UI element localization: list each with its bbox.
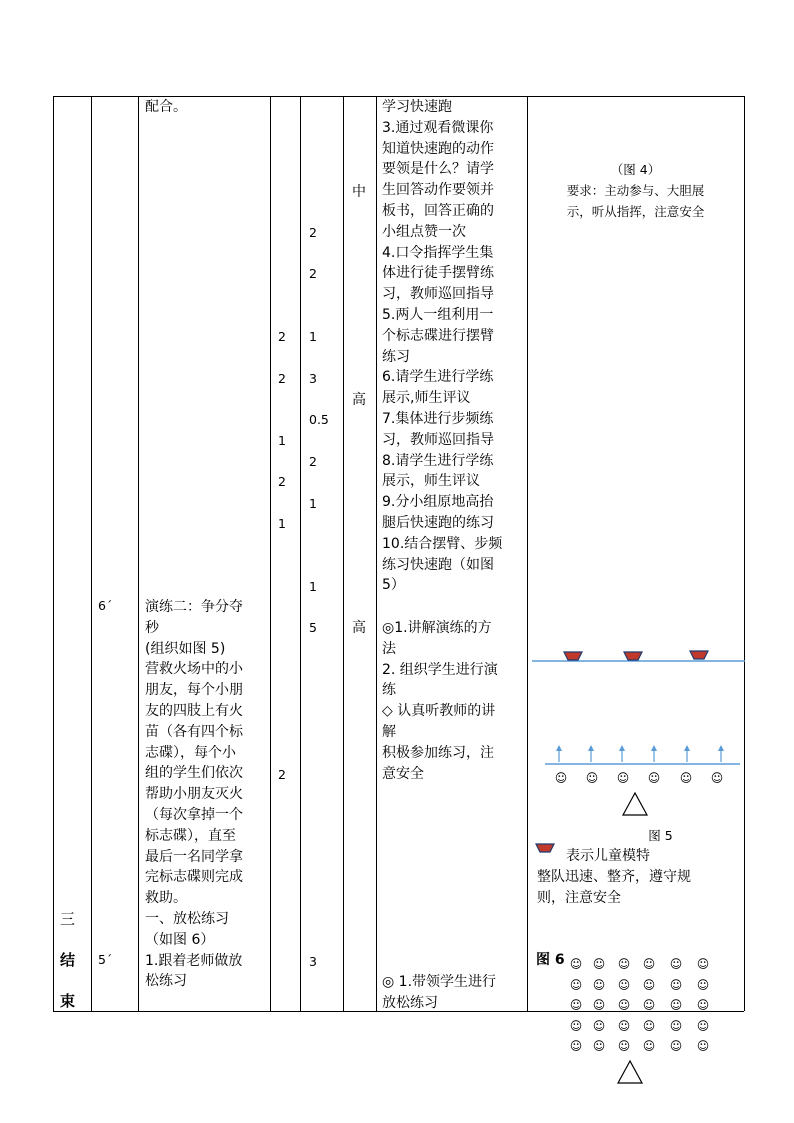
time-cooldown: 5´ — [98, 952, 113, 967]
method-line: 学习快速跑 — [382, 99, 452, 115]
content-line: 友的四肢上有火 — [145, 703, 243, 719]
duration-value: 1 — [309, 496, 317, 511]
child-face-icon: ☺ — [642, 978, 656, 992]
method-line: 习，教师巡回指导 — [382, 286, 494, 303]
child-face-icon: ☺ — [617, 978, 631, 992]
content-line: (组织如图 5) — [145, 640, 226, 657]
child-face-icon: ☺ — [569, 978, 583, 992]
child-face-icon: ☺ — [554, 771, 568, 785]
method-line: 知道快速跑的动作 — [382, 140, 494, 157]
duration-value: 5 — [309, 620, 317, 635]
child-face-icon: ☺ — [569, 1019, 583, 1033]
run-arrow-icon — [619, 745, 625, 751]
method-line: 2. 组织学生进行演 — [382, 661, 498, 678]
content-line: 组的学生们依次 — [145, 765, 243, 782]
method-line: 法 — [382, 640, 396, 657]
child-face-icon: ☺ — [696, 998, 710, 1012]
duration-value: 1 — [309, 329, 317, 344]
count-value: 2 — [278, 767, 286, 782]
method-line: 5） — [382, 577, 405, 594]
method-line: 体进行徒手摆臂练 — [382, 265, 494, 282]
child-face-icon: ☺ — [642, 957, 656, 971]
method-line: ◎1.讲解演练的方 — [382, 620, 492, 636]
child-face-icon: ☺ — [669, 1039, 683, 1053]
method-line: 习，教师巡回指导 — [382, 431, 494, 448]
cone-icon — [690, 651, 708, 659]
intensity-value: 高 — [352, 620, 366, 636]
child-face-icon: ☺ — [592, 978, 606, 992]
child-face-icon: ☺ — [569, 1039, 583, 1053]
intensity-value: 中 — [352, 184, 366, 200]
duration-value: 1 — [309, 579, 317, 594]
content-line: 完标志碟则完成 — [145, 869, 243, 886]
count-value: 2 — [278, 371, 286, 386]
child-face-icon: ☺ — [696, 957, 710, 971]
child-face-icon: ☺ — [642, 998, 656, 1012]
method-line: 9.分小组原地高抬 — [382, 494, 494, 511]
duration-value: 2 — [309, 266, 317, 281]
count-value: 2 — [278, 329, 286, 344]
method-line: 7.集体进行步频练 — [382, 411, 494, 427]
child-face-icon: ☺ — [696, 1019, 710, 1033]
child-face-icon: ☺ — [592, 1039, 606, 1053]
run-arrow-icon — [588, 745, 594, 751]
run-arrow-icon — [651, 745, 657, 751]
cone-icon — [624, 652, 642, 660]
duration-value: 3 — [309, 371, 317, 386]
content-line: 营救火场中的小 — [145, 661, 243, 678]
method-line: ◇ 认真听教师的讲 — [382, 703, 496, 720]
child-face-icon: ☺ — [647, 771, 661, 785]
method-line: 6.请学生进行学练 — [382, 369, 494, 386]
content-line: 演练二：争分夺 — [145, 599, 243, 615]
method-line: 10.结合摆臂、步频 — [382, 535, 503, 552]
child-face-icon: ☺ — [617, 957, 631, 971]
child-face-icon: ☺ — [669, 957, 683, 971]
duration-value: 2 — [309, 225, 317, 240]
method-line: 练习快速跑（如图 — [382, 556, 494, 573]
method-line: 小组点赞一次 — [382, 223, 466, 240]
content-line: （如图 6） — [145, 931, 215, 948]
child-face-icon: ☺ — [569, 957, 583, 971]
child-face-icon: ☺ — [592, 957, 606, 971]
child-face-icon: ☺ — [569, 998, 583, 1012]
content-fragment: 配合。 — [145, 99, 187, 115]
method-line: 要领是什么？请学 — [382, 161, 494, 178]
content-line: 1.跟着老师做放 — [145, 952, 243, 969]
child-face-icon: ☺ — [617, 1019, 631, 1033]
section-char: 三 — [60, 910, 76, 928]
method-line: 放松练习 — [382, 994, 438, 1011]
content-line: 松练习 — [145, 973, 187, 990]
method-line: 8.请学生进行学练 — [382, 452, 494, 469]
child-face-icon: ☺ — [669, 1019, 683, 1033]
fig5-requirement-line: 则，注意安全 — [537, 890, 621, 906]
duration-value: 2 — [309, 454, 317, 469]
child-face-icon: ☺ — [617, 1039, 631, 1053]
child-face-icon: ☺ — [617, 998, 631, 1012]
cone-icon — [564, 652, 582, 660]
count-value: 1 — [278, 433, 286, 448]
run-arrow-icon — [556, 745, 562, 751]
method-line: 腿后快速跑的练习 — [382, 515, 494, 531]
fig6-label: 图 6 — [536, 952, 565, 968]
method-line: 积极参加练习，注 — [382, 744, 494, 761]
content-line: 帮助小朋友灭火 — [145, 786, 243, 803]
method-line: 展示,师生评议 — [382, 390, 471, 407]
count-value: 2 — [278, 474, 286, 489]
method-line: 练习 — [382, 348, 410, 365]
child-face-icon: ☺ — [669, 978, 683, 992]
fig4-requirement-line: 要求：主动参与、大胆展 — [566, 183, 705, 198]
content-line: 苗（各有四个标 — [145, 723, 243, 740]
intensity-value: 高 — [352, 392, 366, 408]
content-line: 一、放松练习 — [145, 911, 229, 927]
duration-value: 0.5 — [309, 412, 329, 427]
method-line: 意安全 — [382, 765, 424, 782]
child-face-icon: ☺ — [642, 1039, 656, 1053]
teacher-triangle-icon — [623, 793, 647, 815]
content-line: 志碟），每个小 — [145, 744, 236, 761]
section-char: 结 — [60, 951, 76, 969]
child-face-icon: ☺ — [710, 771, 724, 785]
teacher-triangle-icon — [618, 1061, 642, 1083]
method-line: 展示，师生评议 — [382, 473, 480, 490]
content-line: （每次拿掉一个 — [145, 807, 243, 823]
child-face-icon: ☺ — [592, 1019, 606, 1033]
section-char: 束 — [60, 992, 76, 1010]
run-arrow-icon — [718, 745, 724, 751]
child-face-icon: ☺ — [696, 1039, 710, 1053]
child-face-icon: ☺ — [669, 998, 683, 1012]
method-line: 5.两人一组利用一 — [382, 307, 494, 323]
method-line: 生回答动作要领并 — [382, 182, 494, 199]
method-line: 练 — [382, 682, 396, 699]
child-face-icon: ☺ — [642, 1019, 656, 1033]
child-face-icon: ☺ — [679, 771, 693, 785]
child-face-icon: ☺ — [616, 771, 630, 785]
method-line: ◎ 1.带领学生进行 — [382, 974, 497, 990]
content-line: 秒 — [145, 619, 159, 636]
fig5-requirement-line: 整队迅速、整齐，遵守规 — [537, 869, 691, 885]
content-line: 最后一名同学拿 — [145, 848, 243, 865]
child-face-icon: ☺ — [585, 771, 599, 785]
duration-value: 3 — [309, 954, 317, 969]
content-line: 救助。 — [145, 890, 187, 907]
legend-text: 表示儿童模特 — [566, 848, 650, 864]
method-line: 个标志碟进行摆臂 — [382, 327, 494, 344]
content-line: 标志碟），直至 — [145, 827, 236, 844]
fig4-requirement-line: 示，听从指挥，注意安全 — [566, 204, 705, 219]
count-value: 1 — [278, 516, 286, 531]
method-line: 解 — [382, 724, 396, 740]
content-line: 朋友，每个小朋 — [145, 682, 243, 699]
method-line: 3.通过观看微课你 — [382, 119, 494, 136]
child-face-icon: ☺ — [592, 998, 606, 1012]
method-line: 板书，回答正确的 — [382, 203, 494, 219]
child-face-icon: ☺ — [696, 978, 710, 992]
fig4-caption: （图 4） — [610, 162, 661, 177]
legend-cone-icon — [536, 844, 554, 852]
fig5-caption: 图 5 — [648, 828, 673, 843]
time-game: 6´ — [98, 598, 113, 613]
method-line: 4.口令指挥学生集 — [382, 244, 494, 261]
run-arrow-icon — [684, 745, 690, 751]
